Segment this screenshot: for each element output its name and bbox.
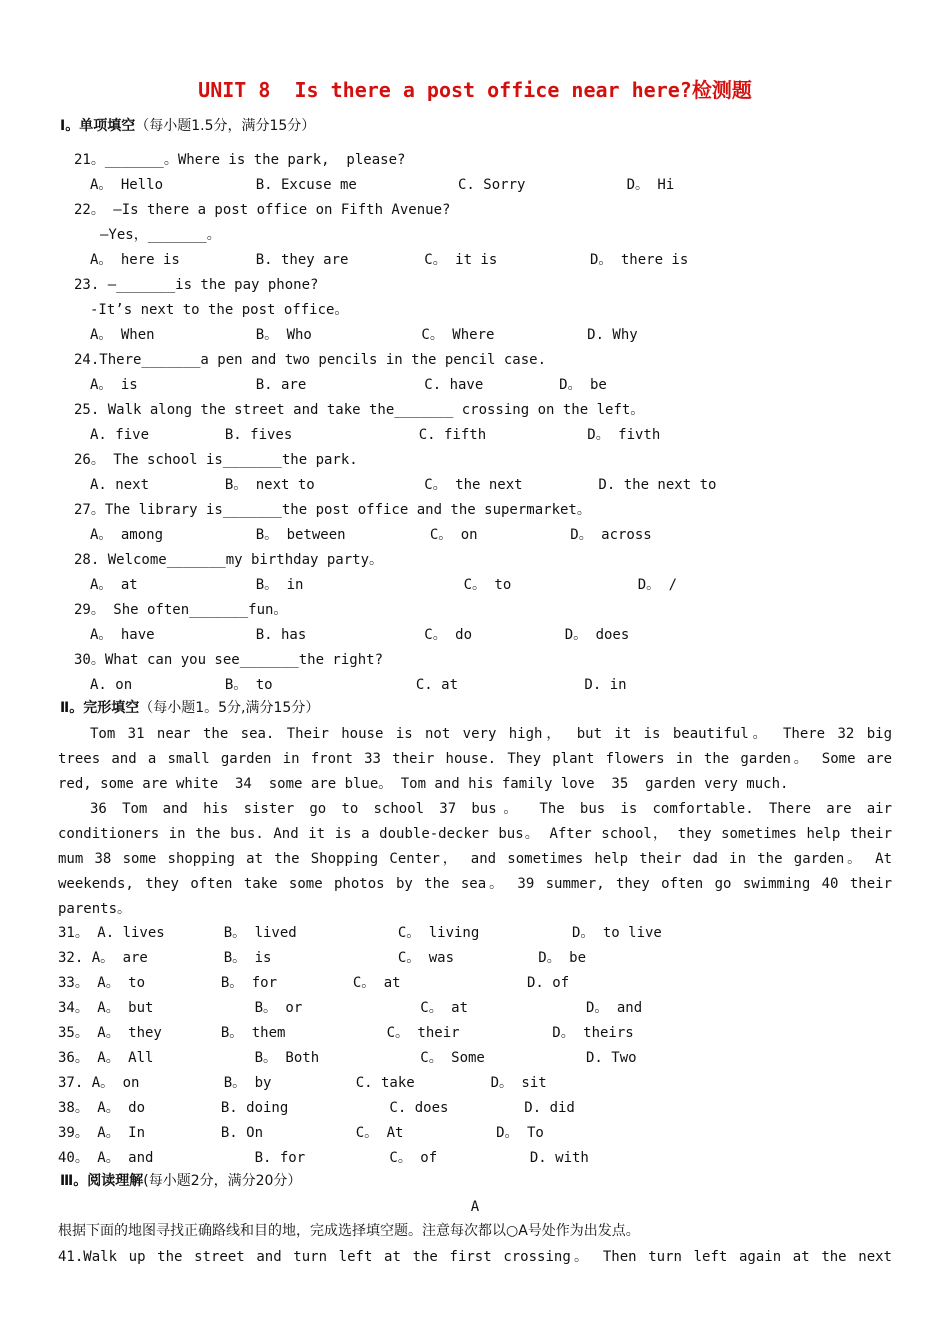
question-21: 21。_______。Where is the park, please? xyxy=(74,152,406,168)
section-3-header xyxy=(60,1172,301,1190)
cloze-line-6: mum 38 some shopping at the Shopping Center， and sometimes help their dad in the garden。 At xyxy=(58,851,892,867)
question-36: 36。 A。 All B。 Both C。 Some D. Two xyxy=(58,1050,637,1066)
question-22-options: A。 here is B. they are C。 it is D。 there is xyxy=(90,252,689,268)
question-21-options: A。 Hello B. Excuse me C. Sorry D。 Hi xyxy=(90,177,675,193)
section-3-heading: Ⅲ。阅读理解 xyxy=(60,1173,144,1189)
question-29-options: A。 have B. has C。 do D。 does xyxy=(90,627,630,643)
page-title: UNIT 8 Is there a post office near here?检测题 xyxy=(198,78,752,102)
section-2-heading: Ⅱ。完形填空 xyxy=(60,700,140,716)
question-25-options: A. five B. fives C. fifth D。 fivth xyxy=(90,427,661,443)
cloze-line-4: 36 Tom and his sister go to school 37 bus。 The bus is comfortable. There are air xyxy=(90,801,892,817)
question-35: 35。 A。 they B。 them C。 their D。 theirs xyxy=(58,1025,634,1041)
passage-label: A xyxy=(470,1199,480,1215)
cloze-line-3: red, some are white 34 some are blue。 Tom and his family love 35 garden very much. xyxy=(58,776,789,792)
question-41: 41.Walk up the street and turn left at the first crossing。 Then turn left again at the next xyxy=(58,1249,892,1265)
question-24: 24.There_______a pen and two pencils in the pencil case. xyxy=(74,352,547,368)
question-22: 22。 —Is there a post office on Fifth Avenue? xyxy=(74,202,451,218)
question-23: 23. —_______is the pay phone? xyxy=(74,277,319,293)
question-40: 40。 A。 and B. for C。 of D. with xyxy=(58,1150,589,1166)
section-1-note: （每小题1.5分，满分15分） xyxy=(135,118,316,134)
section-3-note: (每小题2分，满分20分） xyxy=(143,1173,302,1189)
section-2-header xyxy=(60,699,319,717)
question-34: 34。 A。 but B。 or C。 at D。 and xyxy=(58,1000,643,1016)
section-1-heading: Ⅰ。单项填空 xyxy=(60,118,136,134)
question-28-options: A。 at B。 in C。 to D。 / xyxy=(90,577,678,593)
cloze-line-8: parents。 xyxy=(58,901,132,917)
question-30-options: A. on B。 to C. at D. in xyxy=(90,677,627,693)
cloze-line-1: Tom 31 near the sea. Their house is not very high， but it is beautiful。 There 32 big xyxy=(90,726,892,742)
section-1-header xyxy=(60,117,315,135)
question-27-options: A。 among B。 between C。 on D。 across xyxy=(90,527,652,543)
question-25: 25. Walk along the street and take the_______ crossing on the left。 xyxy=(74,402,645,418)
question-33: 33。 A。 to B。 for C。 at D. of xyxy=(58,975,570,991)
cloze-line-2: trees and a small garden in front 33 their house. They plant flowers in the garden。 Some are xyxy=(58,751,892,767)
cloze-line-7: weekends, they often take some photos by the sea。 39 summer, they often go swimming 40 their xyxy=(58,876,892,892)
question-22-reply: —Yes，_______。 xyxy=(100,227,221,243)
cloze-line-5: conditioners in the bus. And it is a double-decker bus。 After school， they sometimes help their xyxy=(58,826,892,842)
question-38: 38。 A。 do B. doing C. does D. did xyxy=(58,1100,575,1116)
question-26: 26。 The school is_______the park. xyxy=(74,452,358,468)
question-23-reply: -It’s next to the post office。 xyxy=(90,302,349,318)
question-32: 32. A。 are B。 is C。 was D。 be xyxy=(58,950,587,966)
question-37: 37. A。 on B。 by C. take D。 sit xyxy=(58,1075,547,1091)
question-39: 39。 A。 In B. On C。 At D。 To xyxy=(58,1125,544,1141)
question-26-options: A. next B。 next to C。 the next D. the next to xyxy=(90,477,717,493)
question-31: 31。 A. lives B。 lived C。 living D。 to live xyxy=(58,925,662,941)
question-27: 27。The library is_______the post office and the supermarket。 xyxy=(74,502,591,518)
question-28: 28. Welcome_______my birthday party。 xyxy=(74,552,384,568)
question-29: 29。 She often_______fun。 xyxy=(74,602,288,618)
question-30: 30。What can you see_______the right? xyxy=(74,652,384,668)
section-2-note: （每小题1。5分,满分15分） xyxy=(139,700,320,716)
reading-instruction: 根据下面的地图寻找正确路线和目的地，完成选择填空题。注意每次都以○A号处作为出发点。 xyxy=(58,1223,640,1239)
question-24-options: A。 is B. are C. have D。 be xyxy=(90,377,607,393)
question-23-options: A。 When B。 Who C。 Where D. Why xyxy=(90,327,638,343)
